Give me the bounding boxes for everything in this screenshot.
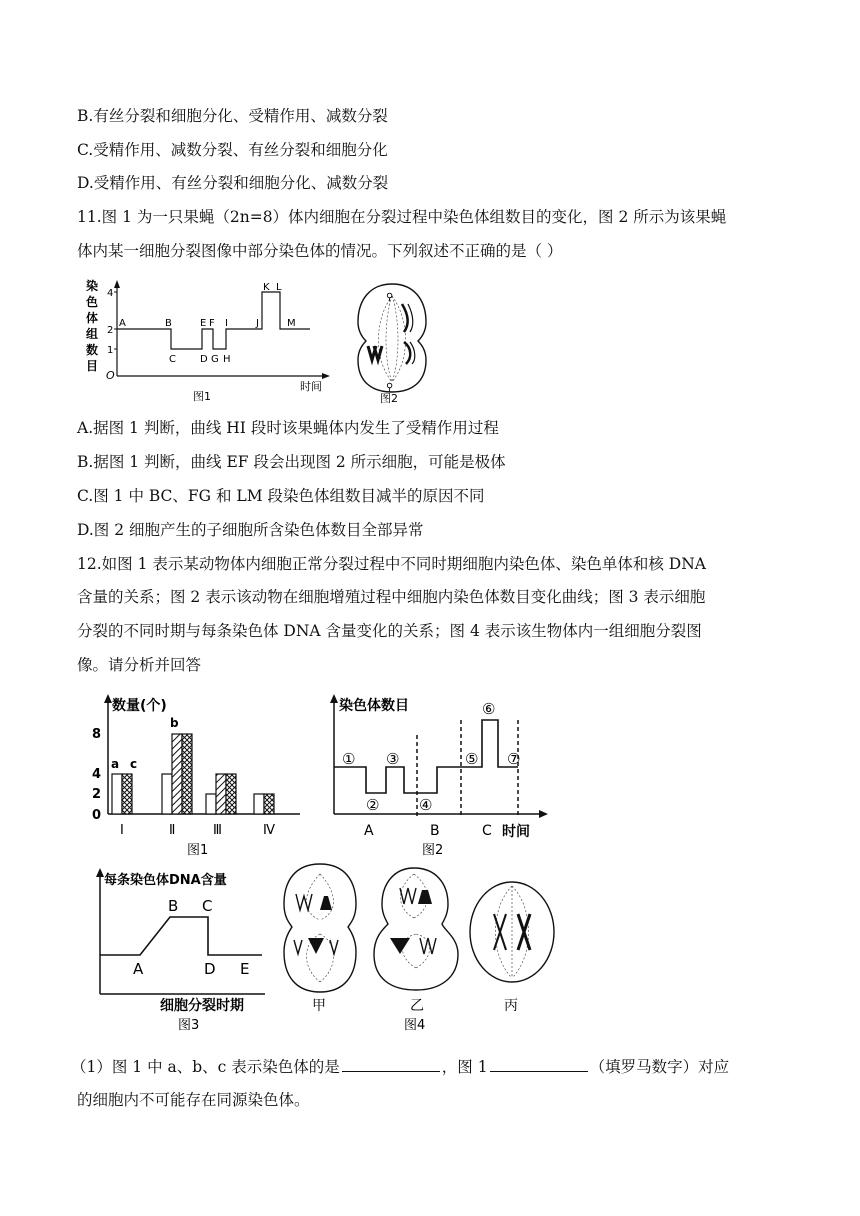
cell-bing [470,882,554,982]
bar-category: Ⅳ [263,823,275,838]
bar-ytick: 2 [92,787,102,802]
fig2-marker: ③ [386,750,400,768]
svg-text:⚲: ⚲ [386,382,394,393]
q12-figure-3-line-chart [90,864,275,1034]
fig2-marker: ⑥ [482,700,496,718]
fig3-ylabel: 每条染色体DNA含量 [104,873,227,888]
q11-figure-1 [80,272,340,406]
bar-series-label-a: a [111,757,120,771]
fig1-point-label: C [169,354,176,365]
bar-series-label-b: b [170,716,179,730]
fig1-point-label: F [209,318,215,329]
fig1-point-label: A [119,318,126,329]
q11-option-c: C.图 1 中 BC、FG 和 LM 段染色体组数目减半的原因不同 [77,487,485,505]
fig1-ytick: 1 [107,345,114,356]
fig3-point: D [204,960,216,978]
fig2-phase: A [364,823,374,839]
bar-b-2 [172,734,182,814]
fig3-caption: 图3 [178,1018,200,1033]
q12-stem-line2: 含量的关系；图 2 表示该动物在细胞增殖过程中细胞内染色体数目变化曲线；图 3 表示细胞 [77,588,706,606]
fig1-ytick: 2 [107,325,114,336]
fig1-ylabel-char: 目 [86,359,99,373]
fig2-ylabel: 染色体数目 [339,698,409,714]
q12-stem-line3: 分裂的不同时期与每条染色体 DNA 含量变化的关系；图 4 表示该生物体内一组细胞分裂图 [77,622,702,640]
fig3-point: A [133,960,144,978]
bar-c-2 [182,734,192,814]
q12-figure-1-bar-chart [82,690,307,860]
fig2-marker: ⑤ [465,750,479,768]
q12-stem-line1: 12.如图 1 表示某动物体内细胞正常分裂过程中不同时期细胞内染色体、染色单体和核 DNA [77,555,706,573]
svg-text:⚲: ⚲ [386,292,394,303]
fig3-point: C [202,897,213,915]
bar-category: Ⅲ [213,823,222,838]
q12-sub1-text3: （填罗马数字）对应 [589,1058,730,1076]
q12-stem-line4: 像。请分析并回答 [77,656,202,674]
answer-blank-2[interactable] [490,1056,588,1072]
fig1-origin: O [106,369,115,382]
q12-sub1-line1 [71,1056,729,1077]
bar-c-1 [122,774,132,814]
fig3-xlabel: 细胞分裂时期 [160,998,244,1014]
bar-series-label-c: c [130,757,138,771]
fig2-marker: ① [342,750,356,768]
q12-sub1-line2: 的细胞内不可能存在同源染色体。 [77,1091,310,1109]
bar-a-2 [162,774,172,814]
q11-option-d: D.图 2 细胞产生的子细胞所含染色体数目全部异常 [77,521,424,539]
q10-option-d: D.受精作用、有丝分裂和细胞分化、减数分裂 [77,174,389,192]
fig1-point-label: I [225,318,228,329]
q11-figure-2-cell [346,280,438,404]
fig1-xlabel: 时间 [300,380,322,393]
fig1-point-label: H [223,354,231,365]
bar-category: Ⅱ [169,823,176,838]
fig1-point-label: L [276,282,282,293]
bar-a-3 [206,794,216,814]
fig3-point: E [240,960,250,978]
q11-stem-line1: 11.图 1 为一只果蝇（2n=8）体内细胞在分裂过程中染色体组数目的变化，图 2 所示为该果蝇 [77,208,727,226]
fig2-marker: ⑦ [507,750,521,768]
fig1-point-label: K [263,282,270,293]
fig2-phase: C [482,823,492,839]
fig1-point-label: B [165,318,172,329]
bar-category: Ⅰ [120,823,124,838]
fig1-point-label: G [211,354,219,365]
q12-sub1-text1: （1）图 1 中 a、b、c 表示染色体的是 [71,1058,340,1076]
answer-blank-1[interactable] [342,1056,440,1072]
q11-option-b: B.据图 1 判断，曲线 EF 段会出现图 2 所示细胞，可能是极体 [77,453,506,471]
fig2-phase: B [430,823,440,839]
q11-stem-line2: 体内某一细胞分裂图像中部分染色体的情况。下列叙述不正确的是（ ） [77,242,563,260]
fig2-curve [334,720,521,793]
fig1-ylabel-char: 染 [86,279,99,293]
cell-yi [374,868,458,990]
bar-a-1 [112,774,122,814]
fig1-caption: 图1 [193,390,211,403]
fig4-cell-label: 甲 [312,998,326,1014]
q11-option-a: A.据图 1 判断，曲线 HI 段时该果蝇体内发生了受精作用过程 [77,419,499,437]
fig1-ytick: 4 [107,288,114,299]
bar-a-4 [254,794,264,814]
bar-c-3 [226,774,236,814]
bar-ytick: 4 [92,767,102,782]
fig1-point-label: M [287,318,296,329]
cell-jia [284,864,356,992]
bar-ytick: 0 [92,808,102,823]
bar-ytick: 8 [92,727,102,742]
fig1-point-label: E [200,318,207,329]
fig3-curve [100,917,262,955]
q12-sub1-text2: ，图 1 [441,1058,488,1076]
fig1-ylabel-char: 数 [86,343,99,357]
q10-option-b: B.有丝分裂和细胞分化、受精作用、减数分裂 [77,107,388,125]
bar-ylabel: 数量(个) [112,698,167,714]
bar-c-4 [264,794,274,814]
bar-b-3 [216,774,226,814]
fig2-caption: 图2 [422,843,444,858]
fig2-marker: ④ [419,796,433,814]
q10-option-c: C.受精作用、减数分裂、有丝分裂和细胞分化 [77,141,388,159]
fig4-cell-label: 丙 [504,998,518,1014]
bar-caption: 图1 [187,843,209,858]
fig3-point: B [168,897,179,915]
q12-figure-2-line-chart [322,690,554,860]
fig1-point-label: D [200,354,208,365]
fig1-point-label: J [256,318,259,329]
fig4-caption: 图4 [404,1018,426,1033]
fig1-ylabel-char: 色 [86,295,99,309]
q12-figure-4-cells [272,858,562,1033]
fig2-xlabel: 时间 [502,824,530,840]
fig1-ylabel-char: 体 [86,311,99,325]
fig4-cell-label: 乙 [410,998,424,1014]
fig2-caption: 图2 [380,392,398,404]
fig1-ylabel-char: 组 [86,327,99,341]
fig2-marker: ② [366,796,380,814]
